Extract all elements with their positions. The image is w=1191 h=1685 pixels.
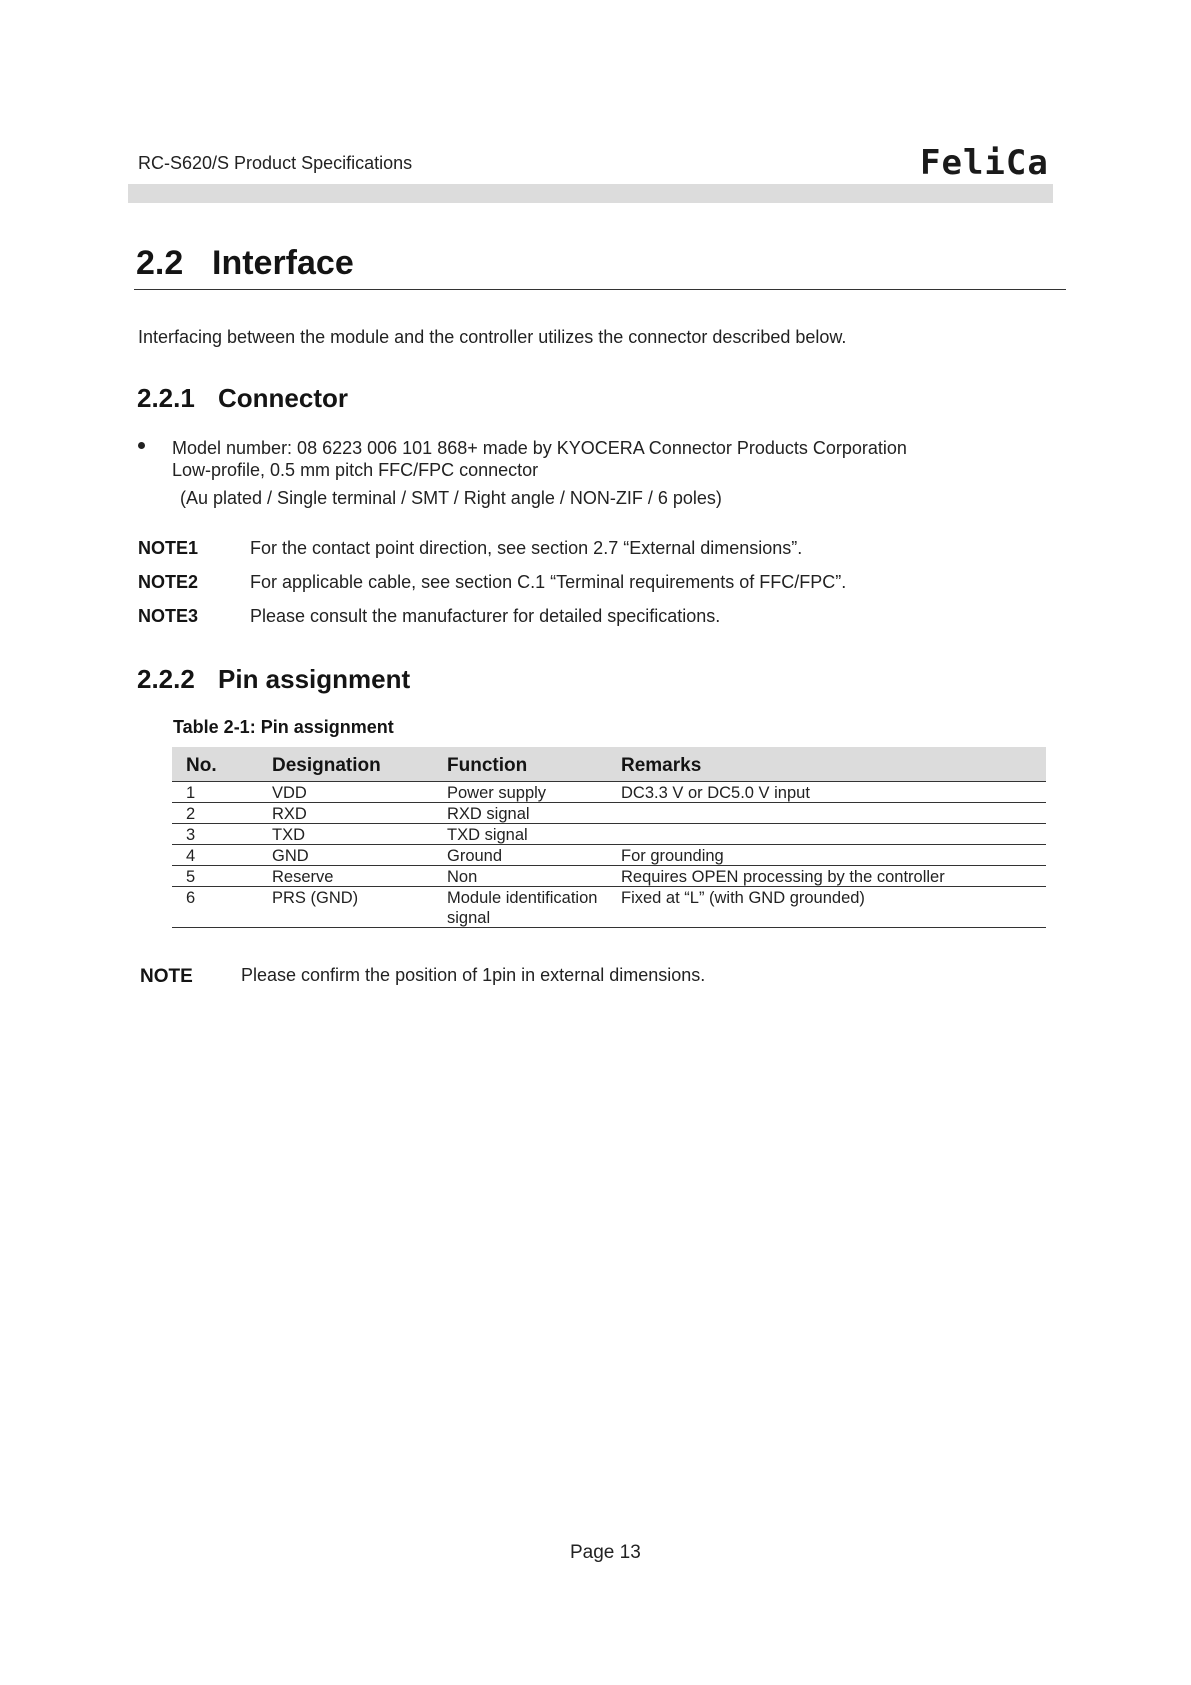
cell-no: 5 — [186, 868, 196, 886]
note3-label: NOTE3 — [138, 606, 199, 626]
page-number: Page 13 — [570, 1542, 641, 1563]
cell-function: RXD signal — [447, 805, 530, 823]
connector-title: Connector — [218, 383, 348, 413]
cell-no: 2 — [186, 805, 196, 823]
note2-label: NOTE2 — [138, 572, 199, 592]
cell-no: 6 — [186, 889, 196, 907]
pin-assignment-heading — [137, 664, 410, 695]
cell-no: 1 — [186, 784, 196, 802]
table-row — [172, 887, 1046, 928]
bullet-line-model: Model number: 08 6223 006 101 868+ made by KYOCERA Connector Products Corporation — [172, 438, 907, 458]
cell-function: TXD signal — [447, 826, 528, 844]
bullet-line-profile: Low-profile, 0.5 mm pitch FFC/FPC connector — [172, 460, 539, 480]
pin-assignment-number: 2.2.2 — [137, 664, 195, 694]
cell-remarks: Requires OPEN processing by the controller — [621, 868, 945, 886]
cell-function: Power supply — [447, 784, 547, 802]
connector-number: 2.2.1 — [137, 383, 195, 413]
pin-note-text: Please confirm the position of 1pin in external dimensions. — [241, 965, 706, 985]
cell-remarks: DC3.3 V or DC5.0 V input — [621, 784, 810, 802]
cell-designation: TXD — [272, 826, 305, 844]
bullet-icon — [138, 442, 145, 449]
cell-no: 4 — [186, 847, 196, 865]
cell-function: Module identification signal — [447, 889, 598, 927]
cell-designation: Reserve — [272, 868, 334, 886]
table-row — [172, 866, 1046, 887]
section-title: Interface — [212, 244, 354, 282]
column-header-no: No. — [186, 755, 217, 776]
table-header — [172, 747, 1046, 782]
pin-table — [172, 747, 1046, 928]
column-header-remarks: Remarks — [621, 755, 702, 776]
connector-heading — [137, 383, 348, 414]
note1-text: For the contact point direction, see section 2.7 “External dimensions”. — [250, 538, 803, 558]
header-band — [128, 184, 1053, 203]
note2-text: For applicable cable, see section C.1 “Terminal requirements of FFC/FPC”. — [250, 572, 847, 592]
cell-designation: PRS (GND) — [272, 889, 359, 907]
section-heading — [136, 244, 354, 283]
cell-function: Ground — [447, 847, 503, 865]
cell-remarks: Fixed at “L” (with GND grounded) — [621, 889, 865, 907]
cell-designation: GND — [272, 847, 309, 865]
cell-designation: RXD — [272, 805, 307, 823]
note3-text: Please consult the manufacturer for detailed specifications. — [250, 606, 721, 626]
cell-function: Non — [447, 868, 478, 886]
felica-logo: FeliCa — [920, 143, 1049, 183]
bullet-line-details: (Au plated / Single terminal / SMT / Right angle / NON-ZIF / 6 poles) — [180, 488, 722, 508]
table-row — [172, 824, 1046, 845]
table-row — [172, 803, 1046, 824]
section-rule — [134, 289, 1066, 290]
pin-assignment-title: Pin assignment — [218, 664, 411, 694]
table-row — [172, 845, 1046, 866]
section-number: 2.2 — [136, 244, 184, 282]
note1-label: NOTE1 — [138, 538, 199, 558]
cell-no: 3 — [186, 826, 196, 844]
table-row — [172, 782, 1046, 803]
document-title: RC-S620/S Product Specifications — [138, 153, 413, 173]
column-header-designation: Designation — [272, 755, 381, 776]
pin-note-label: NOTE — [140, 966, 193, 987]
intro-paragraph: Interfacing between the module and the controller utilizes the connector described below. — [138, 327, 847, 347]
table-caption: Table 2-1: Pin assignment — [173, 717, 394, 737]
column-header-function: Function — [447, 755, 528, 776]
cell-designation: VDD — [272, 784, 307, 802]
cell-remarks: For grounding — [621, 847, 724, 865]
